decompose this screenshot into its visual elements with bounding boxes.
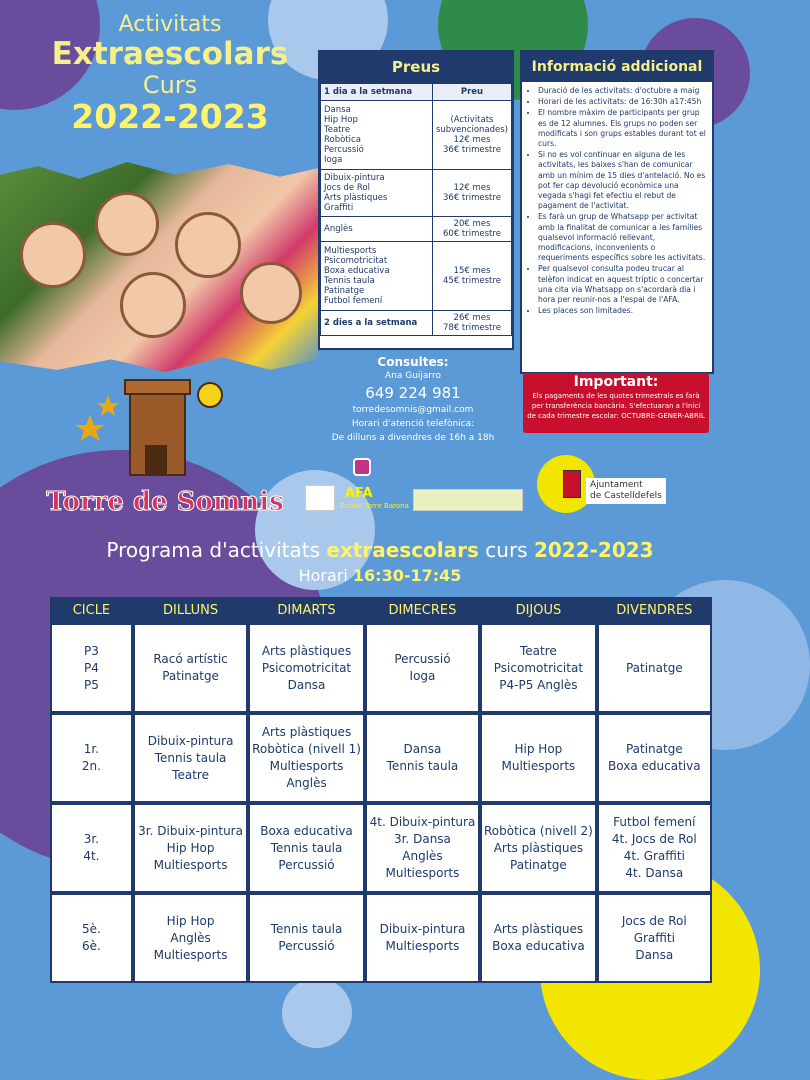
preus-col2: Preu xyxy=(432,84,511,101)
important-title: Important: xyxy=(573,374,659,390)
program-title-d: 2022-2023 xyxy=(533,538,654,562)
info-item: • Duració de les activitats: d'octubre a maig xyxy=(538,86,706,96)
schedule-header: DIVENDRES xyxy=(597,597,712,623)
schedule-cell: Teatre Psicomotricitat P4-P5 Anglès xyxy=(480,623,596,713)
important-body: Els pagaments de les quotes trimestrals es farà per transferència bancària. S'efectuaran a l'inici de cada trimestre escolar: OCTUBRE-GENER-ABRIL xyxy=(527,392,705,420)
info-item: • Per qualsevol consulta podeu trucar al telèfon indicat en aquest tríptic o concertar una cita via Whatsapp on s'acordarà dia i hora per reunir-nos a l'espai de l'AFA. xyxy=(538,264,706,305)
schedule-header: DIMARTS xyxy=(248,597,364,623)
info-item: • Si no es vol continuar en alguna de les activitats, les baixes s'han de comunicar amb un mínim de 15 dies d'antelació. No es pot fer cap devolució econòmica una vegada s'hagi fet efectiu el rebut de pagament de l'activitat. xyxy=(538,150,706,211)
schedule-cell: Tennis taula Percussió xyxy=(248,893,364,983)
preus-col1: 1 dia a la setmana xyxy=(321,84,433,101)
afa-school: Escola Torre Barona xyxy=(340,502,409,510)
preus-table xyxy=(320,83,512,336)
program-title-c: curs xyxy=(478,538,534,562)
consultes-title: Consultes: xyxy=(377,355,449,369)
program-title-b: extraescolars xyxy=(326,538,479,562)
children-photo xyxy=(0,162,318,372)
info-item: • Horari de les activitats: de 16:30h a17:45h xyxy=(538,97,706,107)
header-line1: Activitats xyxy=(118,12,222,37)
info-list xyxy=(522,86,712,316)
schedule-cell: Futbol femení 4t. Jocs de Rol 4t. Graffiti 4t. Dansa xyxy=(597,803,712,893)
preus-price: 26€ mes 78€ trimestre xyxy=(432,311,511,336)
schedule-cell: 3r. Dibuix-pintura Hip Hop Multiesports xyxy=(133,803,248,893)
preus-price: (Activitats subvencionades) 12€ mes 36€ trimestre xyxy=(432,101,511,170)
program-title xyxy=(0,538,760,562)
torre-de-somnis-logo xyxy=(46,375,284,525)
schedule-cell: Dibuix-pintura Multiesports xyxy=(365,893,480,983)
schedule-row xyxy=(50,893,712,983)
header-line3: Curs xyxy=(142,71,198,99)
ajuntament-line1: Ajuntament xyxy=(590,480,643,490)
contact-email[interactable]: torredesomnis@gmail.com xyxy=(352,405,474,415)
schedule-cell: Robòtica (nivell 2) Arts plàstiques Patinatge xyxy=(480,803,596,893)
instagram-icon[interactable] xyxy=(353,458,371,476)
ajuntament-shield-icon xyxy=(563,470,581,498)
schedule-cell: Dansa Tennis taula xyxy=(365,713,480,803)
preus-price: 20€ mes 60€ trimestre xyxy=(432,217,511,242)
partner-logos xyxy=(305,485,335,511)
consultes-block xyxy=(318,355,508,445)
partner-logo xyxy=(305,485,335,511)
poster-header xyxy=(40,12,300,135)
schedule-cycle: 1r. 2n. xyxy=(50,713,133,803)
preus-price: 12€ mes 36€ trimestre xyxy=(432,170,511,217)
partner-logo xyxy=(413,489,523,511)
schedule-cycle: 3r. 4t. xyxy=(50,803,133,893)
schedule-cell: Boxa educativa Tennis taula Percussió xyxy=(248,803,364,893)
schedule-cell: Racó artístic Patinatge xyxy=(133,623,248,713)
contact-name: Ana Guijarro xyxy=(385,371,441,381)
header-year: 2022-2023 xyxy=(71,97,269,136)
preus-acts: Dibuix-pintura Jocs de Rol Arts plàstiques Graffiti xyxy=(321,170,433,217)
schedule-cell: Patinatge Boxa educativa xyxy=(597,713,712,803)
schedule-cell: Dibuix-pintura Tennis taula Teatre xyxy=(133,713,248,803)
important-box xyxy=(523,373,709,433)
schedule-cycle: P3 P4 P5 xyxy=(50,623,133,713)
program-horari xyxy=(0,566,760,585)
schedule-header: CICLE xyxy=(50,597,133,623)
info-item: • Les places son limitades. xyxy=(538,306,706,316)
schedule-header: DIMECRES xyxy=(365,597,480,623)
preus-title: Preus xyxy=(320,52,512,83)
preus-acts: Anglès xyxy=(321,217,433,242)
schedule-cell: Hip Hop Multiesports xyxy=(480,713,596,803)
horari-value: 16:30-17:45 xyxy=(352,566,462,585)
preus-panel xyxy=(318,50,514,350)
decor-circle xyxy=(282,978,352,1048)
ajuntament-text xyxy=(586,478,666,504)
schedule-cell: Percussió Ioga xyxy=(365,623,480,713)
schedule-cell: Jocs de Rol Graffiti Dansa xyxy=(597,893,712,983)
preus-price: 15€ mes 45€ trimestre xyxy=(432,242,511,311)
logo-text: Torre de Somnis xyxy=(46,487,284,517)
schedule-row xyxy=(50,803,712,893)
info-panel xyxy=(520,50,714,374)
schedule-row xyxy=(50,623,712,713)
preus-acts: Multiesports Psicomotricitat Boxa educativa Tennis taula Patinatge Futbol femení xyxy=(321,242,433,311)
horari-label: Horari xyxy=(298,566,353,585)
header-line2: Extraescolars xyxy=(51,36,289,72)
schedule-row xyxy=(50,713,712,803)
info-item: • Es farà un grup de Whatsapp per activitat amb la finalitat de comunicar a les famílies qualsevol informació rellevant, modificacions, inconvenients o requeriments específics sobre les activitats. xyxy=(538,212,706,263)
schedule-cell: Hip Hop Anglès Multiesports xyxy=(133,893,248,983)
hours-text: De dilluns a divendres de 16h a 18h xyxy=(331,433,495,443)
schedule-header: DIJOUS xyxy=(480,597,596,623)
info-item: • El nombre màxim de participants per grup es de 12 alumnes. Els grups no poden ser modificats i son grups estables durant tot el curs. xyxy=(538,108,706,149)
schedule-cell: Arts plàstiques Robòtica (nivell 1) Multiesports Anglès xyxy=(248,713,364,803)
preus-acts: Dansa Hip Hop Teatre Robòtica Percussió Ioga xyxy=(321,101,433,170)
preus-acts: 2 dies a la setmana xyxy=(321,311,433,336)
ajuntament-line2: de Castelldefels xyxy=(590,491,662,501)
program-title-a: Programa d'activitats xyxy=(106,538,327,562)
schedule-cycle: 5è. 6è. xyxy=(50,893,133,983)
schedule-cell: 4t. Dibuix-pintura 3r. Dansa Anglès Multiesports xyxy=(365,803,480,893)
info-title: Informació addicional xyxy=(522,52,712,82)
schedule-cell: Arts plàstiques Psicomotricitat Dansa xyxy=(248,623,364,713)
hours-title: Horari d'atenció telefònica: xyxy=(351,419,475,429)
afa-name: AFA xyxy=(345,486,373,501)
schedule-cell: Arts plàstiques Boxa educativa xyxy=(480,893,596,983)
schedule-table xyxy=(50,597,712,983)
schedule-cell: Patinatge xyxy=(597,623,712,713)
contact-phone[interactable]: 649 224 981 xyxy=(365,384,461,402)
schedule-header: DILLUNS xyxy=(133,597,248,623)
